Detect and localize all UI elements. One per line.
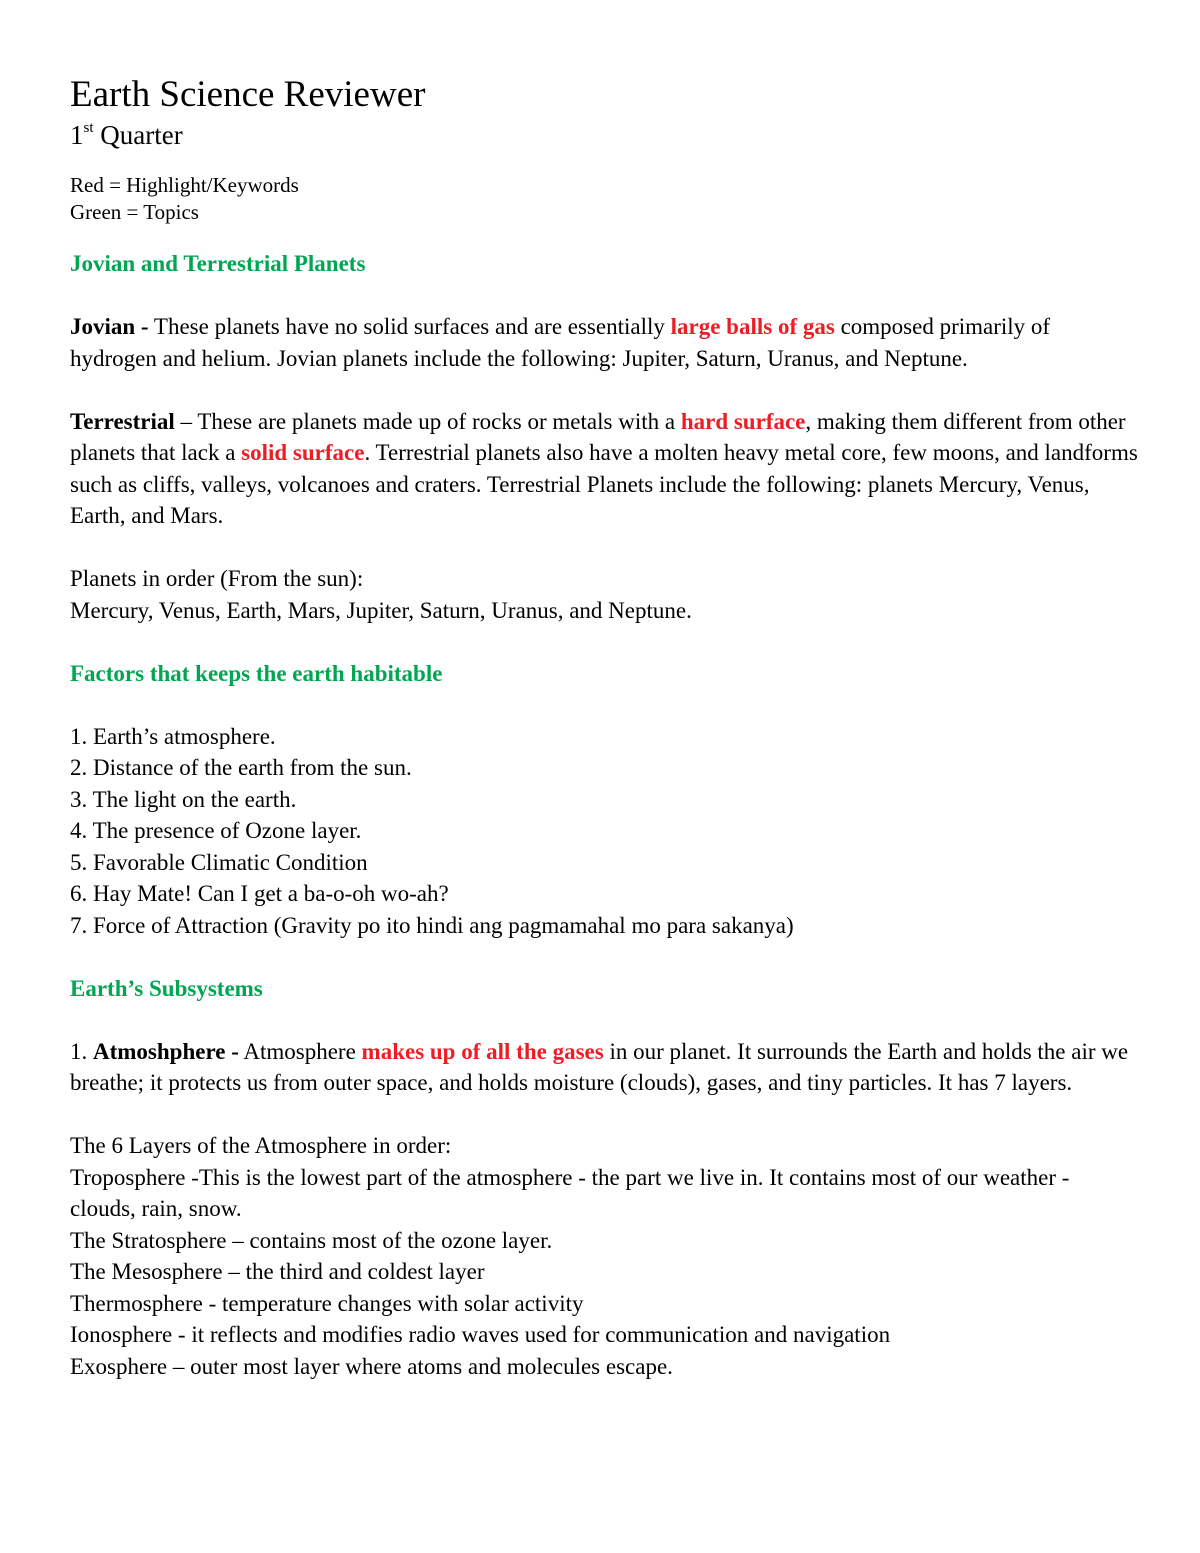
habitable-factors-list [70,721,1140,942]
terrestrial-text-1: – These are planets made up of rocks or metals with a [174,408,681,434]
atmosphere-text-1: Atmosphere [238,1038,362,1064]
quarter-word: Quarter [93,120,183,150]
planets-order-list: Mercury, Venus, Earth, Mars, Jupiter, Saturn, Uranus, and Neptune. [70,597,692,623]
highlight-makes-up-gases: makes up of all the gases [361,1038,604,1064]
list-item: 7. Force of Attraction (Gravity po ito hindi ang pagmamahal mo para sakanya) [70,912,794,938]
section-heading-subsystems: Earth’s Subsystems [70,975,263,1001]
highlight-hard-surface: hard surface [680,408,806,434]
highlight-large-balls-of-gas: large balls of gas [670,314,835,339]
list-item: 6. Hay Mate! Can I get a ba-o-oh wo-ah? [70,881,449,906]
list-item: The Mesosphere – the third and coldest layer [70,1259,485,1284]
atmosphere-paragraph [70,1036,1140,1099]
list-item: 3. The light on the earth. [70,786,297,812]
list-item: The Stratosphere – contains most of the ozone layer. [70,1227,553,1253]
list-item: Ionosphere - it reflects and modifies radio waves used for communication and navigation [70,1322,891,1347]
list-item: 5. Favorable Climatic Condition [70,849,368,875]
legend-green: Green = Topics [70,200,199,224]
planets-order-label: Planets in order (From the sun): [70,566,364,591]
quarter-number: 1 [70,120,84,150]
atmosphere-text-2: in our planet. It surrounds the Earth and holds the air we breathe; it protects us from outer space, and holds moisture (clouds), gases, and tiny particles. It has 7 layers. [70,1038,1129,1095]
document-title: Earth Science Reviewer [70,74,426,115]
terrestrial-term: Terrestrial [70,408,175,434]
terrestrial-text-2: , making them different from other planets that lack a [70,408,1126,465]
jovian-term: Jovian - [70,314,149,339]
atmosphere-term: Atmoshphere - [93,1038,239,1064]
legend-red: Red = Highlight/Keywords [70,173,299,197]
jovian-text-1: These planets have no solid surfaces and are essentially [148,314,671,339]
section-heading-planets: Jovian and Terrestrial Planets [70,251,366,276]
quarter-ordinal: st [83,120,94,136]
highlight-solid-surface: solid surface [241,440,365,465]
layers-label: The 6 Layers of the Atmosphere in order: [70,1133,452,1158]
jovian-text-2: composed primarily of hydrogen and helium. Jovian planets include the following: Jupiter, Saturn, Uranus, and Neptune. [70,314,1051,371]
terrestrial-paragraph [70,406,1140,532]
list-item: 4. The presence of Ozone layer. [70,818,362,843]
list-item: 2. Distance of the earth from the sun. [70,755,412,780]
list-item: Troposphere -This is the lowest part of the atmosphere - the part we live in. It contains most of our weather - clouds, rain, snow. [70,1164,1070,1221]
list-item: Thermosphere - temperature changes with solar activity [70,1290,584,1316]
section-heading-habitable: Factors that keeps the earth habitable [70,660,443,686]
atmosphere-layers-list [70,1162,1140,1383]
jovian-paragraph [70,311,1140,374]
document-page [70,72,1140,1382]
quarter-subtitle [70,118,1140,152]
list-item: Exosphere – outer most layer where atoms and molecules escape. [70,1353,673,1379]
list-item: 1. Earth’s atmosphere. [70,723,276,749]
terrestrial-text-3: . Terrestrial planets also have a molten heavy metal core, few moons, and landforms such as cliffs, valleys, volcanoes and craters. Terrestrial Planets include the following: planets Mercury, Venus, Earth, and Mars. [70,440,1138,528]
atmosphere-number: 1. [70,1038,93,1064]
